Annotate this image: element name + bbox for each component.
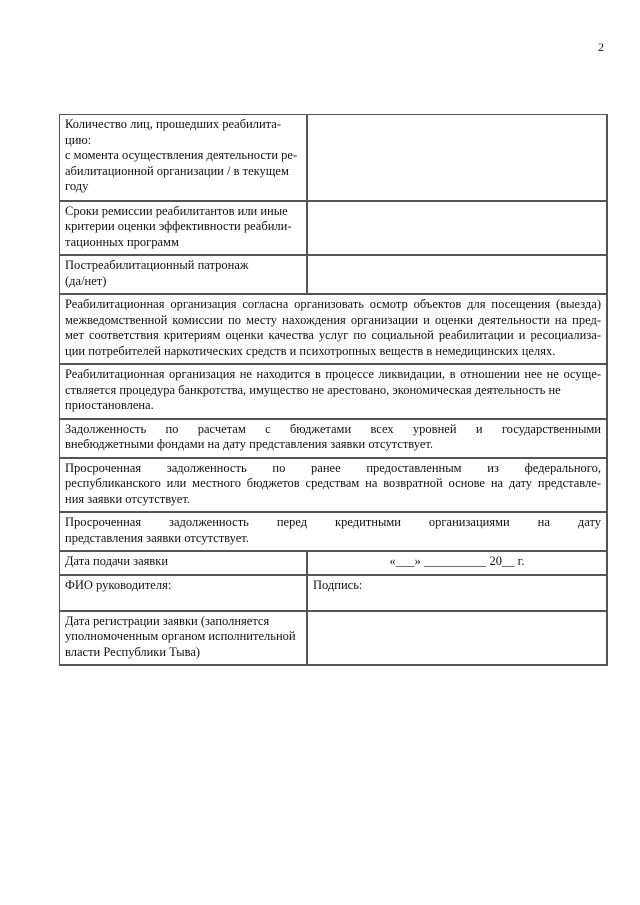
application-form-table <box>59 114 608 666</box>
label-line: уполномоченным органом исполнительной <box>65 629 296 643</box>
statement-line: мет соответствия критериям оценки качества услуг по социальной реабилитации и ресоциализа- <box>65 328 601 342</box>
submission-date-field[interactable]: «___» __________ 20__ г. <box>307 551 607 575</box>
statement-line: представления заявки отсутствует. <box>65 530 249 545</box>
table-row <box>60 364 608 419</box>
label-line: абилитационной организации / в текущем <box>65 163 289 178</box>
registration-date-label <box>60 611 308 666</box>
inspection-consent-statement <box>60 294 608 364</box>
label-line: Количество лиц, прошедших реабилита- <box>65 117 281 131</box>
no-overdue-budget-debt-statement <box>60 458 608 513</box>
statement-line: внебюджетными фондами на дату представления заявки отсутствует. <box>65 437 434 451</box>
statement-line: Задолженность по расчетам с бюджетами всех уровней и государственными <box>65 421 601 436</box>
label-line: власти Республики Тыва) <box>65 644 201 659</box>
remission-criteria-value[interactable] <box>307 201 607 256</box>
no-credit-debt-statement <box>60 512 608 551</box>
rehabilitated-count-value[interactable] <box>307 115 607 201</box>
label-line: Сроки ремиссии реабилитантов или иные <box>65 203 288 218</box>
label-line: (да/нет) <box>65 273 107 288</box>
statement-line: приостановлена. <box>65 398 154 412</box>
post-rehab-patronage-value[interactable] <box>307 255 607 294</box>
statement-line: Реабилитационная организация не находится в процессе ликвидации, в отношении нее не осуще- <box>65 367 601 381</box>
post-rehab-patronage-label <box>60 255 308 294</box>
statement-line: Просроченная задолженность по ранее предоставленным из федерального, <box>65 460 601 475</box>
table-row <box>60 115 608 201</box>
page-number: 2 <box>598 40 604 54</box>
table-row <box>60 201 608 256</box>
label-line: критерии оценки эффективности реабили- <box>65 219 292 233</box>
statement-line: республиканского или местного бюджетов средствам на возвратной основе на дату представле- <box>65 476 601 490</box>
signature-field[interactable]: Подпись: <box>307 575 607 611</box>
statement-line: ния заявки отсутствует. <box>65 491 190 506</box>
label-line: цию: <box>65 132 92 147</box>
director-name-label: ФИО руководителя: <box>60 575 308 611</box>
statement-line: Реабилитационная организация согласна организовать осмотр объектов для посещения (выезда) <box>65 297 601 311</box>
label-line: Дата регистрации заявки (заполняется <box>65 613 270 628</box>
registration-date-value[interactable] <box>307 611 607 666</box>
no-budget-debt-statement <box>60 419 608 458</box>
no-liquidation-statement <box>60 364 608 419</box>
remission-criteria-label <box>60 201 308 256</box>
label-line: Постреабилитационный патронаж <box>65 258 249 272</box>
table-row <box>60 255 608 294</box>
table-row <box>60 611 608 666</box>
label-line: тационных программ <box>65 234 179 249</box>
statement-line: межведомственной комиссии по месту нахождения организации и оценки деятельности на пред- <box>65 312 601 327</box>
statement-line: ствляется процедура банкротства, имущество не арестовано, экономическая деятельность не <box>65 382 561 397</box>
submission-date-label: Дата подачи заявки <box>60 551 308 575</box>
statement-line: ции потребителей наркотических средств и психотропных веществ в немедицинских целях. <box>65 343 556 358</box>
table-row <box>60 551 608 575</box>
table-row <box>60 575 608 611</box>
table-row <box>60 512 608 551</box>
statement-line: Просроченная задолженность перед кредитными организациями на дату <box>65 515 601 529</box>
label-line: с момента осуществления деятельности ре- <box>65 148 298 162</box>
table-row <box>60 294 608 364</box>
rehabilitated-count-label <box>60 115 308 201</box>
table-row <box>60 458 608 513</box>
table-row <box>60 419 608 458</box>
label-line: году <box>65 179 89 193</box>
